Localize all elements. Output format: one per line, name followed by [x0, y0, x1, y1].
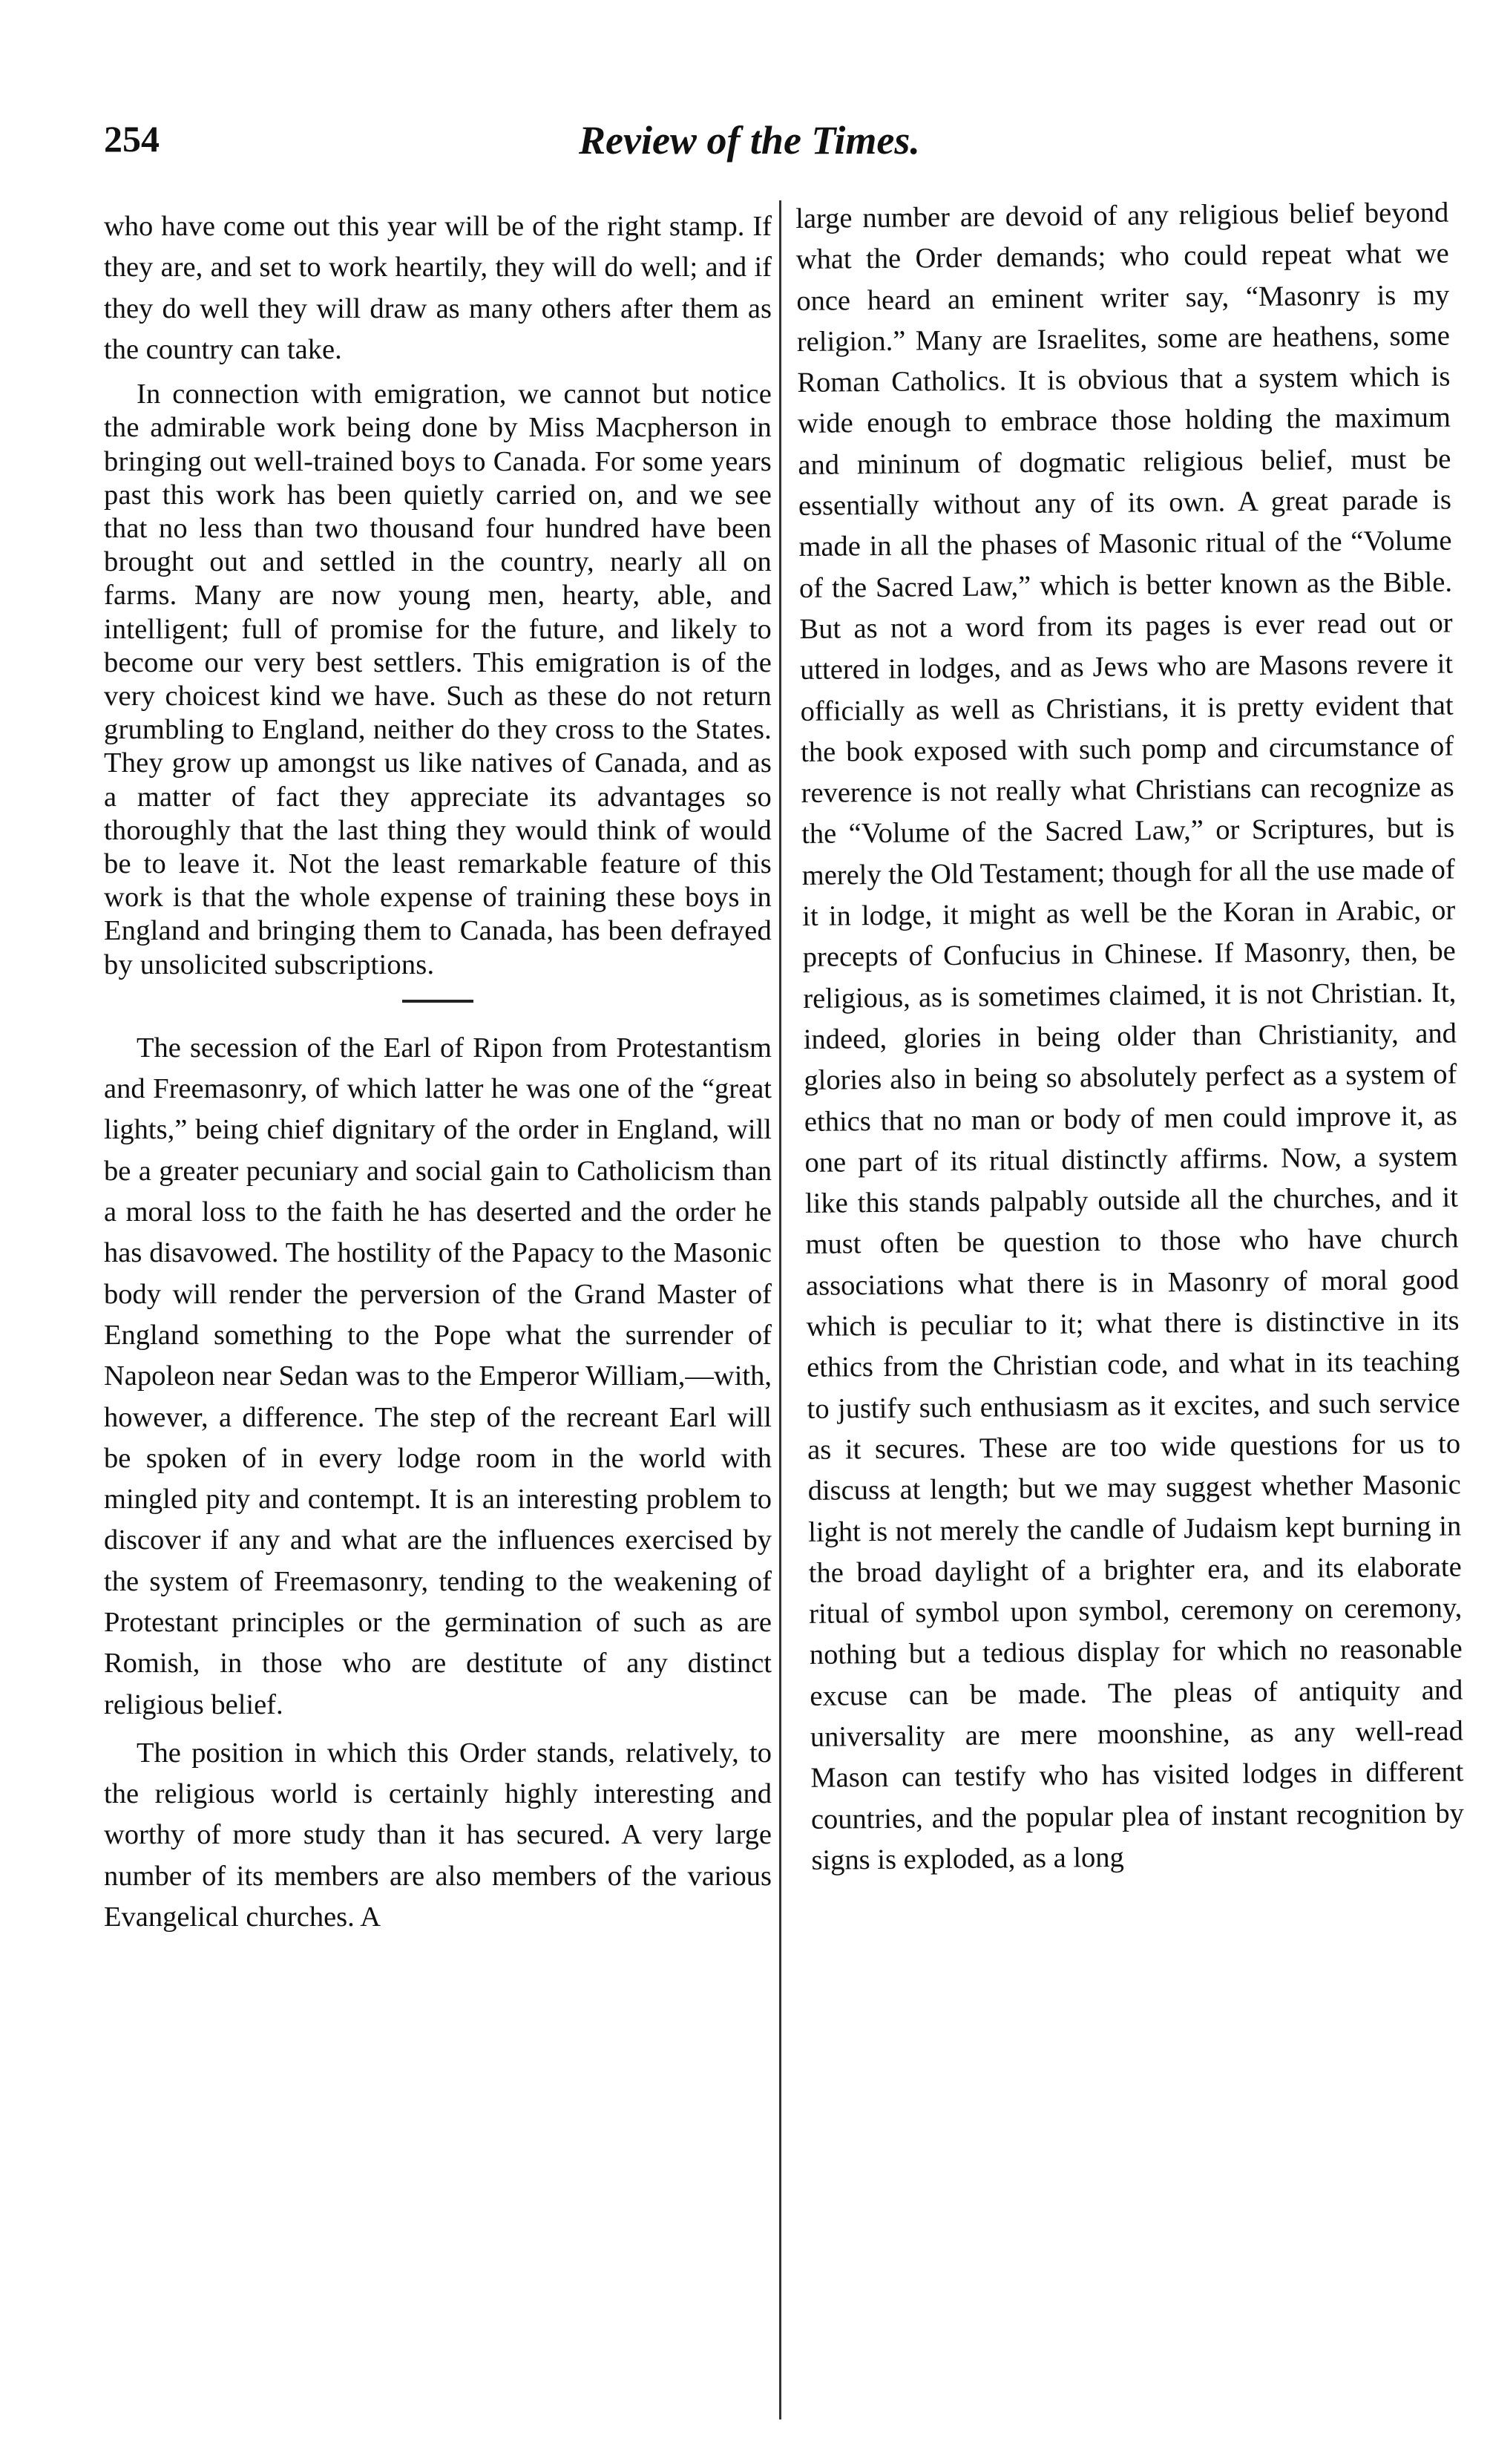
section-divider	[402, 1000, 473, 1003]
paragraph-emigration: In connection with emigration, we cannot but notice the admirable work being done by Miss Macpherson in bringing out well-trained boys to Canada. For some years past this work has been quietly carried on, and we see that no less than two thousand four hundred have been brought out and settled in the country, nearly all on farms. Many are now young men, hearty, able, and intelligent; full of promise for the future, and likely to become our very best settlers. This emigration is of the very choicest kind we have. Such as these do not return grumbling to England, neither do they cross to the States. They grow up amongst us like natives of Canada, and as a matter of fact they appreciate its advantages so thoroughly that the last thing they would think of would be to leave it. Not the least remarkable feature of this work is that the whole expense of training these boys in England and bringing them to Canada, has been defrayed by unsolicited subscriptions.	[104, 379, 772, 980]
paragraph-order-position: The position in which this Order stands, relatively, to the religious world is certainly highly interesting and worthy of more study than it has secured. A very large number of its members are also members of the various Evangelical churches. A	[104, 1737, 772, 1933]
left-column	[104, 199, 772, 1938]
paragraph-earl-of-ripon: The secession of the Earl of Ripon from Protestantism and Freemasonry, of which latter he was one of the “great lights,” being chief dignitary of the order in England, will be a greater pecuniary and social gain to Catholicism than a moral loss to the faith he has deserted and the order he has disavowed. The hostility of the Papacy to the Masonic body will render the perversion of the Grand Master of England something to the Pope what the surrender of Napoleon near Sedan was to the Emperor William,—with, however, a difference. The step of the recreant Earl will be spoken of in every lodge room in the world with mingled pity and contempt. It is an interesting problem to discover if any and what are the influences exercised by the system of Freemasonry, tending to the weakening of Protestant principles or the germination of such as are Romish, in those who are destitute of any distinct religious belief.	[104, 1032, 772, 1720]
page-header	[104, 117, 1454, 177]
running-head: Review of the Times.	[579, 118, 920, 163]
page-number: 254	[104, 118, 160, 160]
paragraph-masonry-religion: large number are devoid of any religious belief beyond what the Order demands; who could repeat what we once heard an eminent writer say, “Masonry is my religion.” Many are Israelites, some are heathens, some Roman Catholics. It is obvious that a system which is wide enough to embrace those holding the maximum and mininum of dogmatic religious belief, must be essentially without any of its own. A great parade is made in all the phases of Masonic ritual of the “Volume of the Sacred Law,” which is better known as the Bible. But as not a word from its pages is ever read out or uttered in lodges, and as Jews who are Masons revere it officially as well as Christians, it is pretty evident that the book exposed with such pomp and circumstance of reverence is not really what Christians can recognize as the “Volume of the Sacred Law,” or Scriptures, but is merely the Old Testament; though for all the use made of it in lodge, it might as well be the Koran in Arabic, or precepts of Confucius in Chinese. If Masonry, then, be religious, as is sometimes claimed, it is not Christian. It, indeed, glories in being older than Christianity, and glories also in being so absolutely perfect as a system of ethics that no man or body of men could improve it, as one part of its ritual distinctly affirms. Now, a system like this stands palpably outside all the churches, and it must often be question to those who have church associations what there is in Masonry of moral good which is peculiar to it; what there is distinctive in its ethics from the Christian code, and what in its teaching to justify such enthusiasm as it excites, and such service as it secures. These are too wide questions for us to discuss at length; but we may suggest whether Masonic light is not merely the candle of Judaism kept burning in the broad daylight of a brighter era, and its elaborate ritual of symbol upon symbol, ceremony on ceremony, nothing but a tedious display for which no reasonable excuse can be made. The pleas of antiquity and universality are mere moonshine, as any well-read Mason can testify who has visited lodges in different countries, and the popular plea of instant recognition by signs is exploded, as a long	[795, 197, 1465, 1876]
column-rule	[779, 200, 781, 2419]
paragraph-continuation: who have come out this year will be of the right stamp. If they are, and set to work heartily, they will do well; and if they do well they will draw as many others after them as the country can take.	[104, 211, 772, 365]
right-column	[795, 193, 1465, 1882]
